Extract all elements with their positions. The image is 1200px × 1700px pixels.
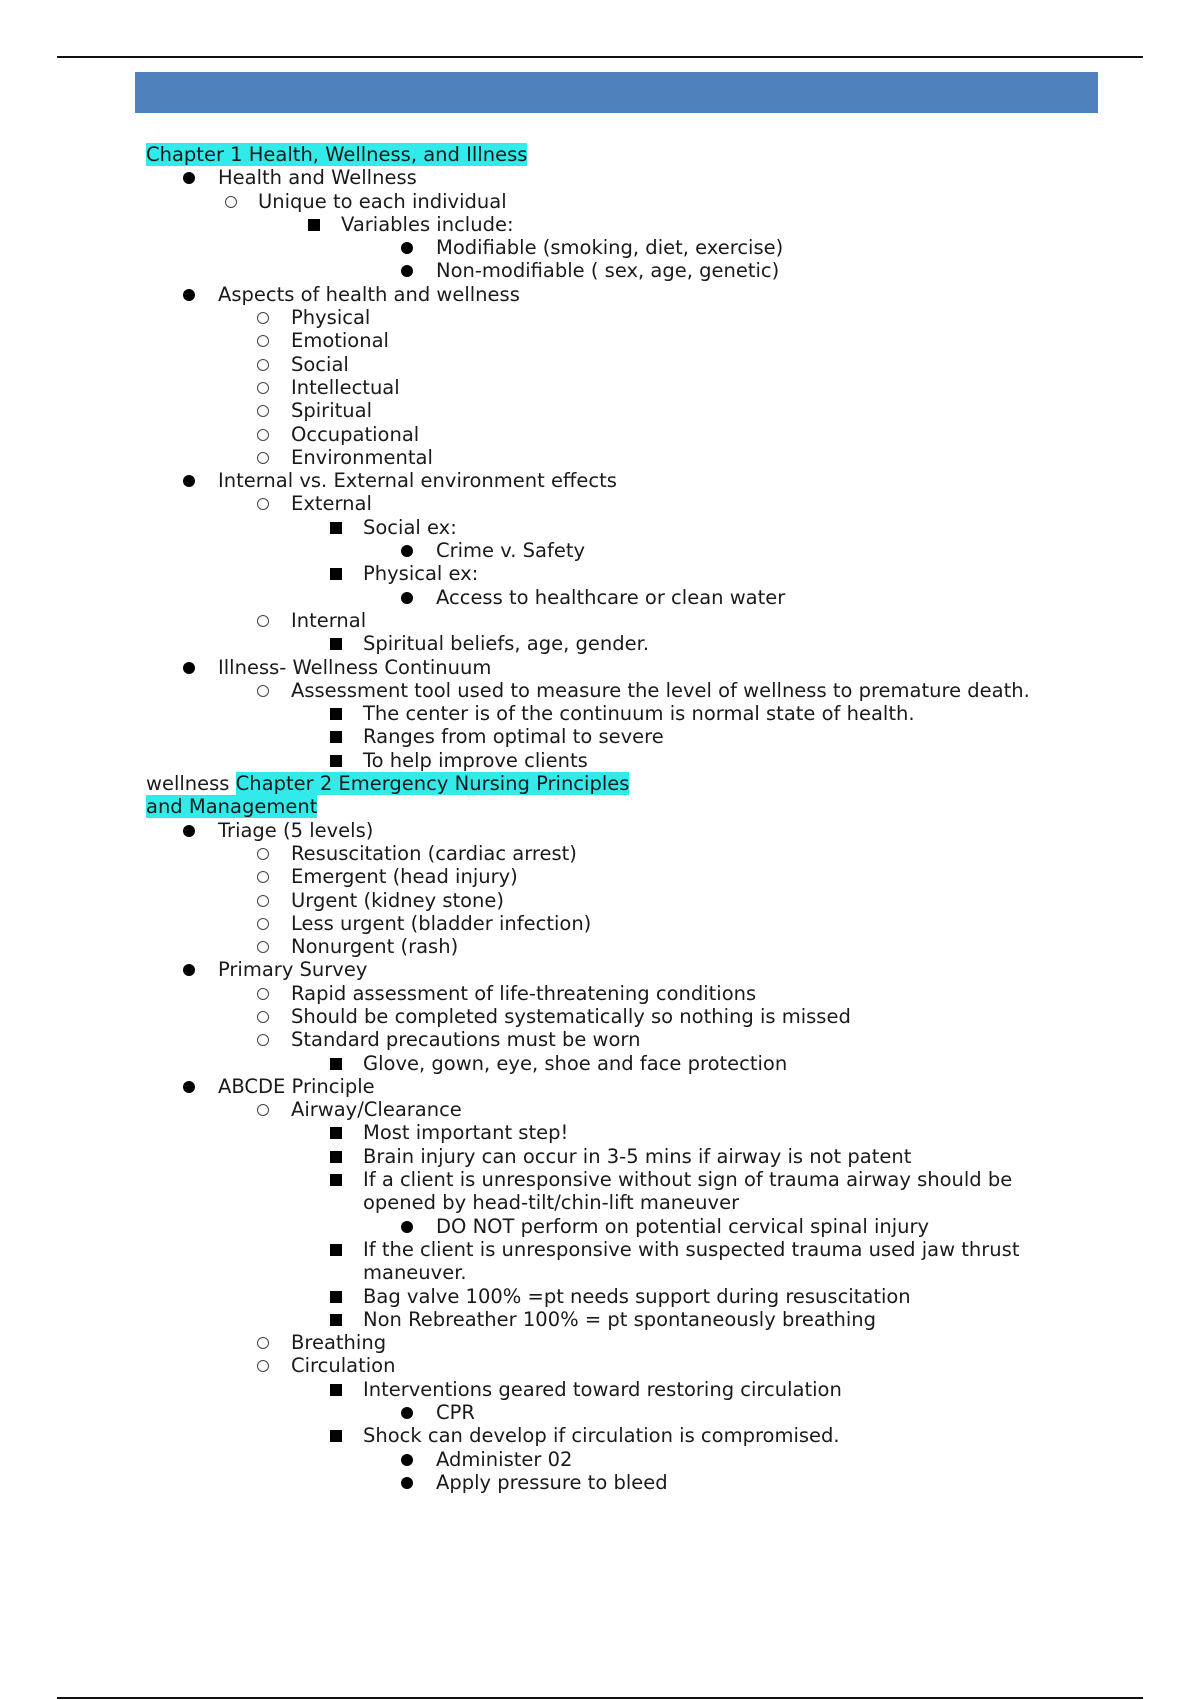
list-item: If a client is unresponsive without sign of trauma airway should be — [0, 1168, 1200, 1191]
list-item: Triage (5 levels) — [0, 819, 1200, 842]
list-item: Glove, gown, eye, shoe and face protection — [0, 1052, 1200, 1075]
list-item: Apply pressure to bleed — [0, 1471, 1200, 1494]
square-bullet-icon — [329, 1145, 345, 1168]
list-item: Spiritual beliefs, age, gender. — [0, 632, 1200, 655]
list-item: Shock can develop if circulation is compromised. — [0, 1424, 1200, 1447]
square-bullet-icon — [329, 1285, 345, 1308]
hollow-bullet-icon — [256, 306, 272, 329]
filled-bullet-icon — [400, 539, 416, 562]
filled-bullet-icon — [182, 166, 198, 189]
list-item: Rapid assessment of life-threatening conditions — [0, 982, 1200, 1005]
list-item: Internal — [0, 609, 1200, 632]
hollow-bullet-icon — [256, 982, 272, 1005]
list-item: Emergent (head injury) — [0, 865, 1200, 888]
hollow-bullet-icon — [256, 376, 272, 399]
chapter-1-title: Chapter 1 Health, Wellness, and Illness — [146, 143, 528, 166]
square-bullet-icon — [329, 1168, 345, 1191]
chapter-2-title-cont: and Management — [146, 795, 318, 819]
header-rule — [57, 56, 1143, 58]
hollow-bullet-icon — [256, 423, 272, 446]
square-bullet-icon — [329, 1052, 345, 1075]
list-item: External — [0, 492, 1200, 515]
filled-bullet-icon — [182, 819, 198, 842]
list-item: Interventions geared toward restoring circulation — [0, 1378, 1200, 1401]
hollow-bullet-icon — [256, 609, 272, 632]
square-bullet-icon — [329, 749, 345, 772]
filled-bullet-icon — [182, 283, 198, 306]
list-item: Emotional — [0, 329, 1200, 352]
hollow-bullet-icon — [256, 353, 272, 376]
hollow-bullet-icon — [256, 1098, 272, 1121]
hollow-bullet-icon — [256, 889, 272, 912]
square-bullet-icon — [329, 1238, 345, 1261]
list-item: Administer 02 — [0, 1448, 1200, 1471]
square-bullet-icon — [329, 1308, 345, 1331]
list-item: Assessment tool used to measure the level of wellness to premature death. — [0, 679, 1200, 702]
list-item: Non-modifiable ( sex, age, genetic) — [0, 259, 1200, 282]
list-item: Breathing — [0, 1331, 1200, 1354]
hollow-bullet-icon — [256, 865, 272, 888]
square-bullet-icon — [329, 516, 345, 539]
list-item: Access to healthcare or clean water — [0, 586, 1200, 609]
list-item: Should be completed systematically so nothing is missed — [0, 1005, 1200, 1028]
list-item-continuation: maneuver. — [363, 1261, 467, 1285]
list-item: Physical ex: — [0, 562, 1200, 585]
list-item: Physical — [0, 306, 1200, 329]
list-item: Circulation — [0, 1354, 1200, 1377]
continuation-word: wellness — [146, 772, 230, 796]
list-item: Environmental — [0, 446, 1200, 469]
hollow-bullet-icon — [256, 912, 272, 935]
square-bullet-icon — [329, 1121, 345, 1144]
list-item: Crime v. Safety — [0, 539, 1200, 562]
filled-bullet-icon — [182, 469, 198, 492]
hollow-bullet-icon — [256, 1331, 272, 1354]
hollow-bullet-icon — [256, 446, 272, 469]
hollow-bullet-icon — [256, 1354, 272, 1377]
list-item: Urgent (kidney stone) — [0, 889, 1200, 912]
list-item: The center is of the continuum is normal state of health. — [0, 702, 1200, 725]
filled-bullet-icon — [400, 259, 416, 282]
list-item: Aspects of health and wellness — [0, 283, 1200, 306]
list-item-continuation: opened by head-tilt/chin-lift maneuver — [363, 1191, 740, 1215]
list-item: Most important step! — [0, 1121, 1200, 1144]
square-bullet-icon — [329, 725, 345, 748]
list-item: Primary Survey — [0, 958, 1200, 981]
list-item: Health and Wellness — [0, 166, 1200, 189]
footer-rule — [57, 1697, 1143, 1699]
list-item: Modifiable (smoking, diet, exercise) — [0, 236, 1200, 259]
hollow-bullet-icon — [256, 1005, 272, 1028]
document-body — [0, 143, 1200, 1494]
list-item: Ranges from optimal to severe — [0, 725, 1200, 748]
list-item: ABCDE Principle — [0, 1075, 1200, 1098]
chapter-heading — [0, 795, 1200, 818]
list-item: Bag valve 100% =pt needs support during resuscitation — [0, 1285, 1200, 1308]
filled-bullet-icon — [182, 1075, 198, 1098]
list-item: Airway/Clearance — [0, 1098, 1200, 1121]
filled-bullet-icon — [182, 656, 198, 679]
list-item: Internal vs. External environment effects — [0, 469, 1200, 492]
list-item: DO NOT perform on potential cervical spinal injury — [0, 1215, 1200, 1238]
filled-bullet-icon — [400, 1401, 416, 1424]
list-item: CPR — [0, 1401, 1200, 1424]
list-item: Social — [0, 353, 1200, 376]
chapter-2-title: Chapter 2 Emergency Nursing Principles — [235, 772, 630, 796]
list-item: Social ex: — [0, 516, 1200, 539]
list-item: If the client is unresponsive with suspected trauma used jaw thrust — [0, 1238, 1200, 1261]
filled-bullet-icon — [400, 236, 416, 259]
list-item: Non Rebreather 100% = pt spontaneously breathing — [0, 1308, 1200, 1331]
list-item: Brain injury can occur in 3-5 mins if airway is not patent — [0, 1145, 1200, 1168]
chapter-heading — [0, 143, 1200, 166]
hollow-bullet-icon — [256, 399, 272, 422]
chapter-heading — [0, 772, 1200, 795]
square-bullet-icon — [329, 562, 345, 585]
header-banner — [135, 72, 1098, 113]
hollow-bullet-icon — [256, 1028, 272, 1051]
filled-bullet-icon — [400, 1471, 416, 1494]
square-bullet-icon — [329, 702, 345, 725]
list-item: Illness- Wellness Continuum — [0, 656, 1200, 679]
filled-bullet-icon — [400, 1215, 416, 1238]
hollow-bullet-icon — [256, 492, 272, 515]
filled-bullet-icon — [400, 586, 416, 609]
hollow-bullet-icon — [256, 842, 272, 865]
list-item: Occupational — [0, 423, 1200, 446]
filled-bullet-icon — [400, 1448, 416, 1471]
list-item: Unique to each individual — [0, 190, 1200, 213]
hollow-bullet-icon — [256, 935, 272, 958]
square-bullet-icon — [329, 1378, 345, 1401]
list-item: Spiritual — [0, 399, 1200, 422]
square-bullet-icon — [329, 1424, 345, 1447]
filled-bullet-icon — [182, 958, 198, 981]
list-item: Variables include: — [0, 213, 1200, 236]
hollow-bullet-icon — [256, 679, 272, 702]
list-item: Nonurgent (rash) — [0, 935, 1200, 958]
list-item: Intellectual — [0, 376, 1200, 399]
square-bullet-icon — [329, 632, 345, 655]
list-item: Less urgent (bladder infection) — [0, 912, 1200, 935]
hollow-bullet-icon — [256, 329, 272, 352]
list-item: Standard precautions must be worn — [0, 1028, 1200, 1051]
square-bullet-icon — [307, 213, 323, 236]
hollow-bullet-icon — [224, 190, 240, 213]
list-item: Resuscitation (cardiac arrest) — [0, 842, 1200, 865]
list-item: To help improve clients — [0, 749, 1200, 772]
